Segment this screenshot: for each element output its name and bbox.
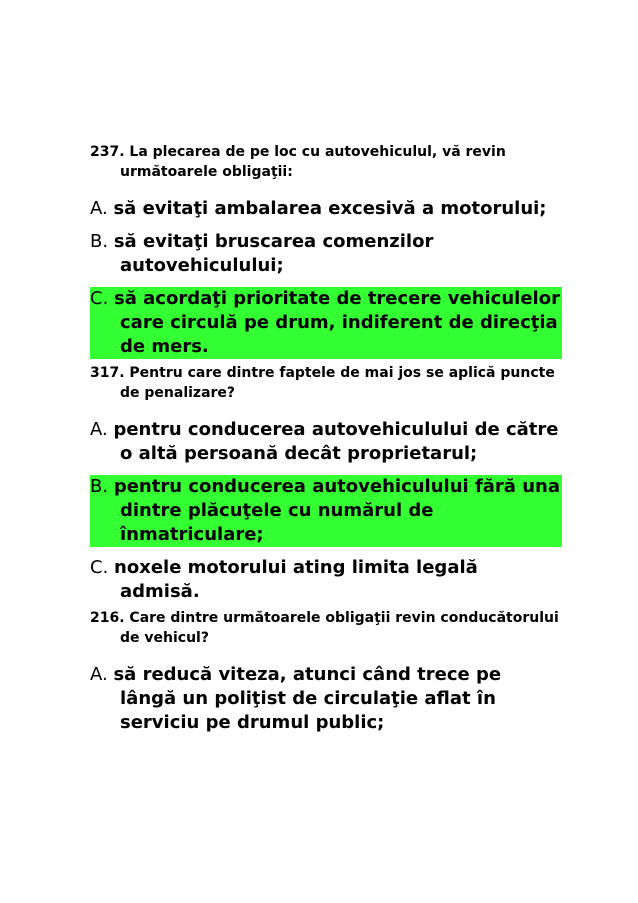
- answer-216-a: [90, 663, 562, 735]
- answer-letter: B.: [90, 476, 109, 497]
- answer-text: să reducă viteza, atunci când trece pe lângă un poliţist de circulaţie aflat în serviciu pe drumul public;: [113, 664, 502, 733]
- answer-317-c: [90, 556, 562, 604]
- answer-317-a: [90, 418, 562, 466]
- answer-letter: A.: [90, 664, 108, 685]
- answer-text: pentru conducerea autovehiculului de către o altă persoană decât proprietarul;: [113, 419, 559, 464]
- answer-237-c-correct: [90, 287, 562, 359]
- question-317: 317. Pentru care dintre faptele de mai jos se aplică puncte de penalizare?: [90, 365, 555, 401]
- answer-letter: A.: [90, 198, 108, 219]
- answer-317-b-correct: [90, 475, 562, 547]
- answer-letter: B.: [90, 231, 109, 252]
- answer-text: să evitaţi bruscarea comenzilor autovehiculului;: [113, 231, 434, 276]
- question-216: 216. Care dintre următoarele obligaţii revin conducătorului de vehicul?: [90, 610, 559, 646]
- answer-letter: C.: [90, 288, 109, 309]
- answer-237-b: [90, 230, 562, 278]
- answer-text: noxele motorului ating limita legală admisă.: [114, 557, 478, 602]
- answer-letter: A.: [90, 419, 108, 440]
- answer-text: să evitaţi ambalarea excesivă a motorului;: [113, 198, 547, 219]
- answer-237-a: [90, 197, 562, 221]
- document-page: [90, 142, 562, 735]
- question-237: 237. La plecarea de pe loc cu autovehiculul, vă revin următoarele obligaţii:: [90, 144, 506, 180]
- answer-letter: C.: [90, 557, 109, 578]
- answer-text: să acordaţi prioritate de trecere vehiculelor care circulă pe drum, indiferent de direcţia de mers.: [114, 288, 560, 357]
- answer-text: pentru conducerea autovehiculului fără una dintre plăcuţele cu numărul de înmatriculare;: [113, 476, 560, 545]
